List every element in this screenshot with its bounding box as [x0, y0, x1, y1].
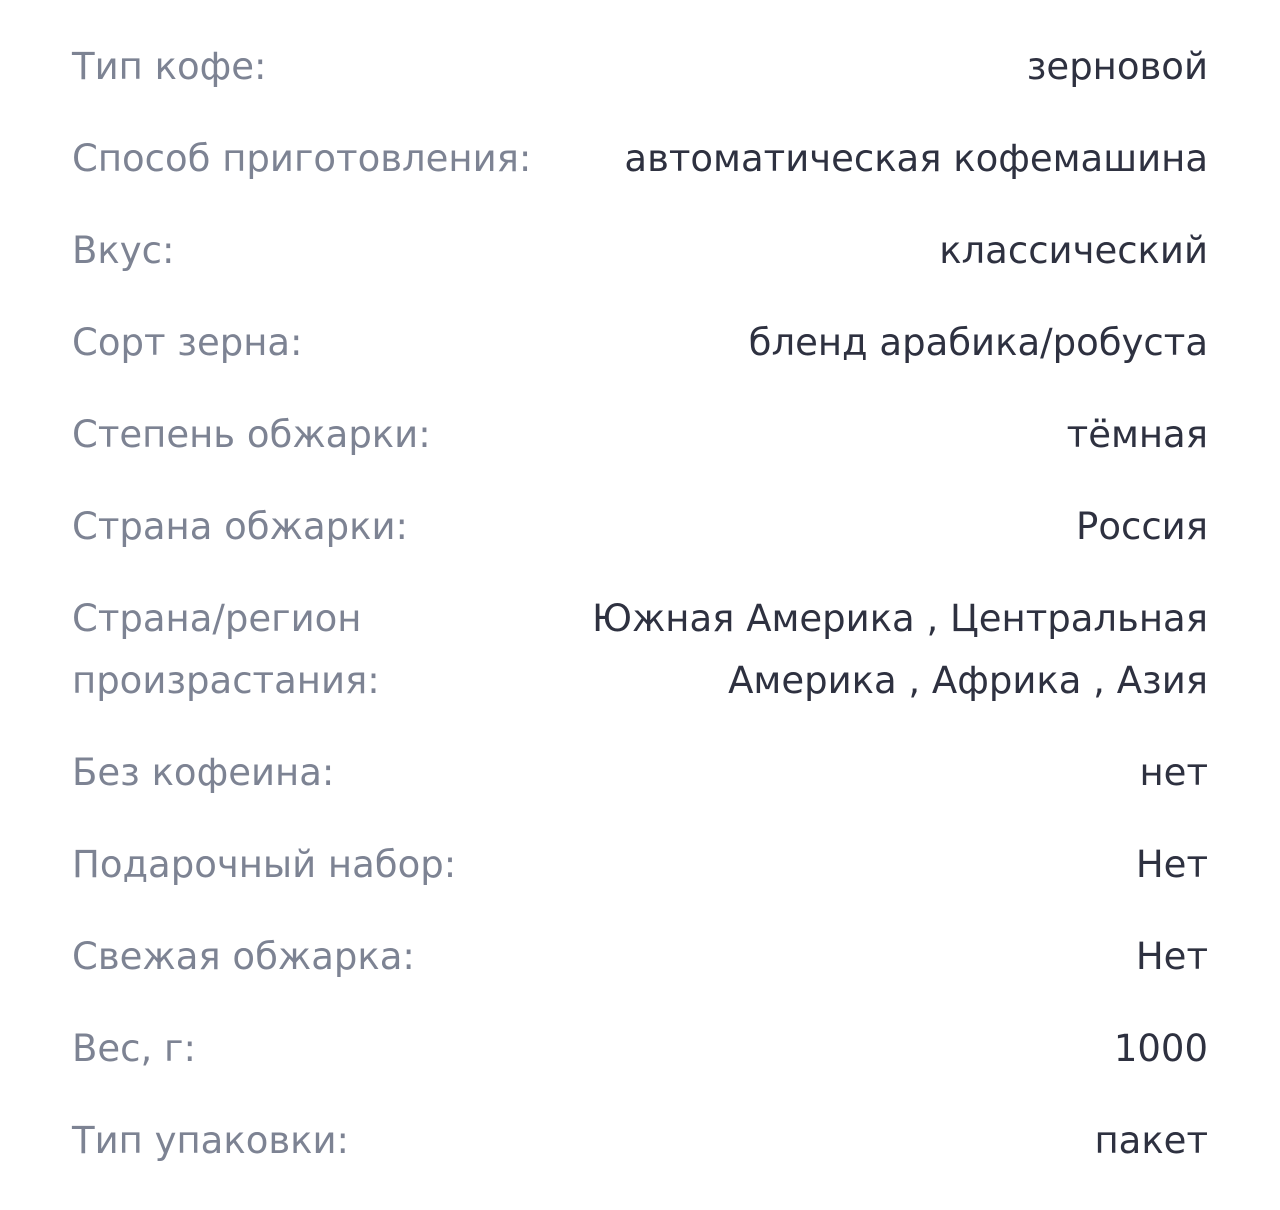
- spec-row-roast-level: [72, 404, 1208, 466]
- spec-value: классический: [939, 229, 1208, 272]
- spec-label: Вес, г:: [72, 1027, 196, 1070]
- spec-value: зерновой: [1026, 45, 1208, 88]
- spec-value: 1000: [1113, 1027, 1208, 1070]
- spec-value: бленд арабика/робуста: [748, 321, 1208, 364]
- spec-row-gift-set: [72, 834, 1208, 896]
- spec-row-decaf: [72, 742, 1208, 804]
- spec-label: Подарочный набор:: [72, 843, 457, 886]
- spec-value: пакет: [1094, 1119, 1208, 1162]
- spec-value: тёмная: [1066, 413, 1208, 456]
- spec-value: Южная Америка , Центральная Америка , Африка , Азия: [592, 597, 1208, 702]
- spec-label: Страна/регион произрастания:: [72, 597, 380, 702]
- spec-label: Тип кофе:: [72, 45, 267, 88]
- spec-row-weight: [72, 1018, 1208, 1080]
- spec-label: Тип упаковки:: [72, 1119, 350, 1162]
- spec-row-brewing-method: [72, 128, 1208, 190]
- spec-label: Свежая обжарка:: [72, 935, 415, 978]
- spec-label: Вкус:: [72, 229, 175, 272]
- spec-row-fresh-roast: [72, 926, 1208, 988]
- spec-row-roast-country: [72, 496, 1208, 558]
- spec-value: нет: [1139, 751, 1208, 794]
- spec-row-origin-region: [72, 588, 1208, 712]
- spec-row-packaging: [72, 1110, 1208, 1172]
- spec-row-bean-variety: [72, 312, 1208, 374]
- spec-row-coffee-type: [72, 36, 1208, 98]
- spec-label: Без кофеина:: [72, 751, 335, 794]
- spec-value: автоматическая кофемашина: [624, 137, 1208, 180]
- spec-label: Страна обжарки:: [72, 505, 408, 548]
- spec-label: Способ приготовления:: [72, 137, 532, 180]
- product-specs-list: [72, 36, 1208, 1202]
- spec-value: Россия: [1076, 505, 1208, 548]
- spec-label: Сорт зерна:: [72, 321, 303, 364]
- spec-value: Нет: [1135, 843, 1208, 886]
- spec-label: Степень обжарки:: [72, 413, 431, 456]
- spec-value: Нет: [1135, 935, 1208, 978]
- spec-row-taste: [72, 220, 1208, 282]
